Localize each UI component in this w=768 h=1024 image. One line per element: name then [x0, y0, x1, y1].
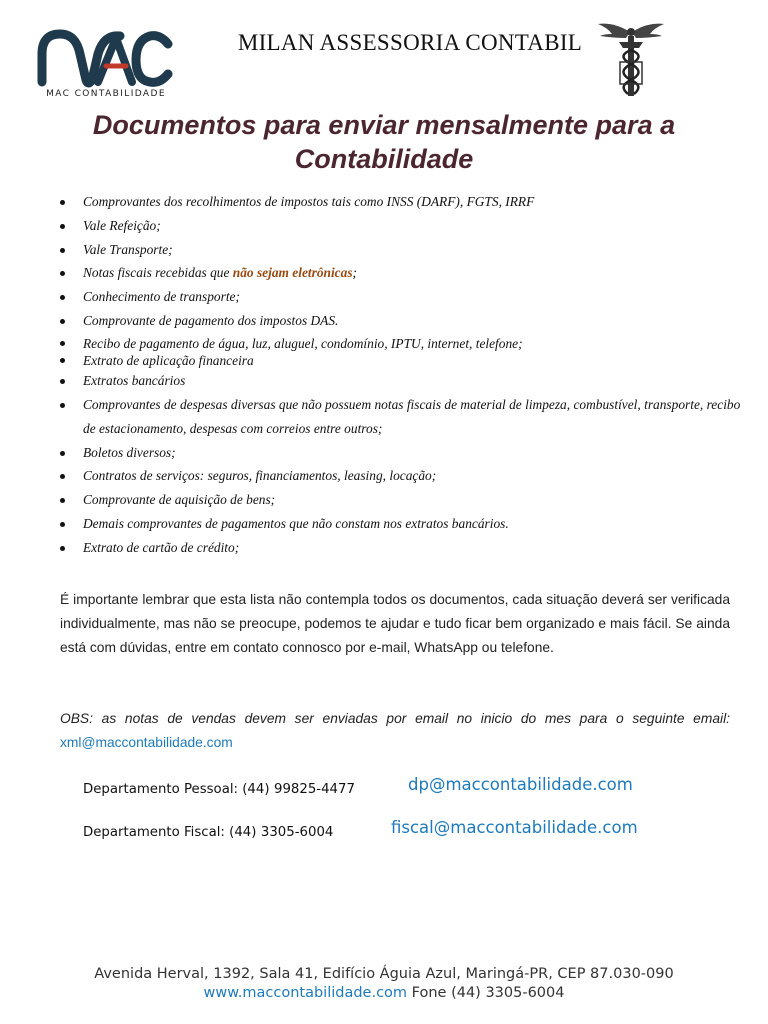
- list-item-text: Extrato de aplicação financeira: [83, 352, 254, 368]
- footer-contact: [20, 984, 748, 1003]
- page-title: Documentos para enviar mensalmente para a Contabilidade: [92, 110, 676, 174]
- list-item: [54, 441, 744, 465]
- company-name: MILAN ASSESSORIA CONTABIL: [237, 30, 583, 55]
- list-item: [54, 309, 744, 333]
- footer-phone: Fone (44) 3305-6004: [411, 985, 565, 1001]
- footer: [20, 965, 748, 1003]
- list-item: [54, 335, 744, 352]
- caduceus-emblem-icon: [594, 18, 668, 100]
- list-item: [54, 214, 744, 238]
- list-item-text: Recibo de pagamento de água, luz, aluguel, condomínio, IPTU, internet, telefone;: [83, 335, 523, 351]
- list-item: [54, 261, 744, 285]
- logo-subtitle: MAC CONTABILIDADE: [46, 89, 166, 99]
- obs-email-link[interactable]: xml@maccontabilidade.com: [60, 735, 233, 751]
- department-row-pessoal: [83, 775, 703, 806]
- list-item-text: Vale Transporte;: [83, 241, 173, 257]
- department-label: Departamento Pessoal: (44): [83, 782, 270, 797]
- department-email-link[interactable]: fiscal@maccontabilidade.com: [391, 818, 638, 837]
- mac-logo-mark: [36, 24, 176, 90]
- list-item: [54, 393, 744, 441]
- highlighted-text: não sejam eletrônicas: [232, 265, 353, 281]
- list-item-text: Vale Refeição;: [83, 217, 161, 233]
- list-item-text: Demais comprovantes de pagamentos que não constam nos extratos bancários.: [83, 515, 509, 531]
- obs-note: [60, 707, 730, 755]
- list-item-text: Boletos diversos;: [83, 444, 176, 460]
- list-item-text: Extratos bancários: [83, 372, 186, 388]
- list-item: [54, 536, 744, 560]
- list-item-text: Notas fiscais recebidas que: [83, 265, 233, 281]
- list-item-text: ;: [352, 265, 358, 281]
- list-item: [54, 285, 744, 309]
- list-item-text: Comprovante de pagamento dos impostos DAS.: [83, 312, 339, 328]
- department-phone: 99825-4477: [274, 782, 355, 797]
- list-item-text: Contratos de serviços: seguros, financiamentos, leasing, locação;: [83, 468, 437, 484]
- list-item-text: Extrato de cartão de crédito;: [83, 539, 240, 555]
- document-list: [54, 190, 744, 560]
- footer-website-link[interactable]: www.maccontabilidade.com: [203, 985, 408, 1001]
- list-item: [54, 464, 744, 488]
- department-label: Departamento Fiscal: (44): [83, 825, 257, 840]
- list-item: [54, 190, 744, 214]
- obs-text: OBS: as notas de vendas devem ser enviadas por email no inicio do mes para o seguinte email:: [60, 711, 730, 726]
- list-item: [54, 369, 744, 393]
- department-phone: 3305-6004: [260, 825, 334, 840]
- list-item: [54, 238, 744, 262]
- department-email-link[interactable]: dp@maccontabilidade.com: [408, 775, 633, 794]
- department-row-fiscal: [83, 818, 703, 849]
- list-item: [54, 488, 744, 512]
- footer-address: Avenida Herval, 1392, Sala 41, Edifício Águia Azul, Maringá-PR, CEP 87.030-090: [94, 966, 674, 982]
- list-item-text: Conhecimento de transporte;: [83, 289, 240, 305]
- list-item: [54, 352, 744, 369]
- list-item-text: Comprovante de aquisição de bens;: [83, 492, 276, 508]
- info-paragraph: É importante lembrar que esta lista não contempla todos os documentos, cada situação deverá ser verificada individualmente, mas não se preocupe, podemos te ajudar e tudo ficar bem organizado e mais fácil. Se ainda está com dúvidas, entre em contato connosco por e-mail, WhatsApp ou telefone.: [60, 592, 730, 656]
- list-item-text: Comprovantes dos recolhimentos de impostos tais como INSS (DARF), FGTS, IRRF: [83, 194, 535, 209]
- list-item-text: Comprovantes de despesas diversas que não possuem notas fiscais de material de limpeza, combustível, transporte, recibo de estacionamento, despesas com correios entre outros;: [83, 396, 741, 436]
- list-item: [54, 512, 744, 536]
